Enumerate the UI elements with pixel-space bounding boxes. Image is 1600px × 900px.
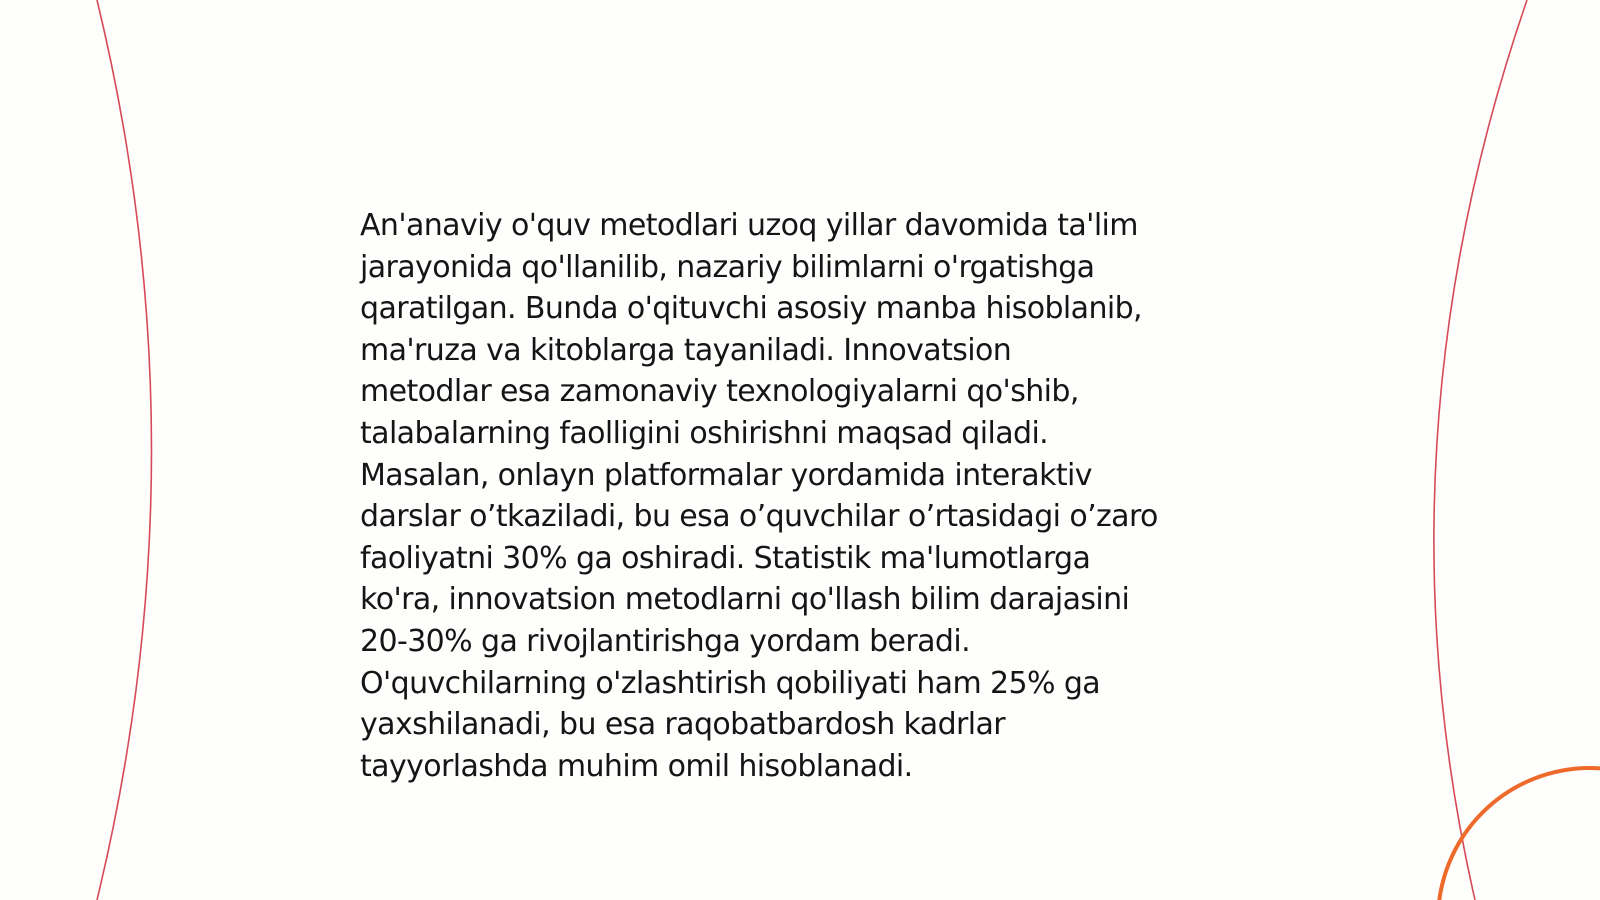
paragraph-line: 20-30% ga rivojlantirishga yordam beradi. bbox=[360, 623, 971, 659]
paragraph-line: An'anaviy o'quv metodlari uzoq yillar davomida ta'lim bbox=[360, 208, 1138, 243]
paragraph-line: qaratilgan. Bunda o'qituvchi asosiy manba hisoblanib, bbox=[360, 291, 1142, 327]
paragraph-line: ma'ruza va kitoblarga tayaniladi. Innovatsion bbox=[360, 332, 1012, 368]
paragraph-line: Masalan, onlayn platformalar yordamida interaktiv bbox=[360, 457, 1092, 493]
paragraph-line: O'quvchilarning o'zlashtirish qobiliyati ham 25% ga bbox=[360, 665, 1101, 701]
paragraph-line: faoliyatni 30% ga oshiradi. Statistik ma'lumotlarga bbox=[360, 540, 1091, 576]
paragraph-line: ko'ra, innovatsion metodlarni qo'llash bilim darajasini bbox=[360, 582, 1130, 618]
body-paragraph bbox=[360, 205, 1260, 787]
left-curve-line bbox=[97, 0, 152, 900]
paragraph-line: yaxshilanadi, bu esa raqobatbardosh kadrlar bbox=[360, 707, 1006, 743]
paragraph-line: talabalarning faolligini oshirishni maqsad qiladi. bbox=[360, 415, 1049, 451]
paragraph-line: tayyorlashda muhim omil hisoblanadi. bbox=[360, 748, 913, 784]
paragraph-line: jarayonida qo'llanilib, nazariy bilimlarni o'rgatishga bbox=[360, 249, 1095, 285]
paragraph-line: darslar o’tkaziladi, bu esa o’quvchilar o’rtasidagi o’zaro bbox=[360, 499, 1158, 535]
paragraph-line: metodlar esa zamonaviy texnologiyalarni qo'shib, bbox=[360, 374, 1079, 410]
right-curve-line bbox=[1434, 0, 1527, 900]
orange-arc-ring bbox=[1438, 768, 1600, 900]
